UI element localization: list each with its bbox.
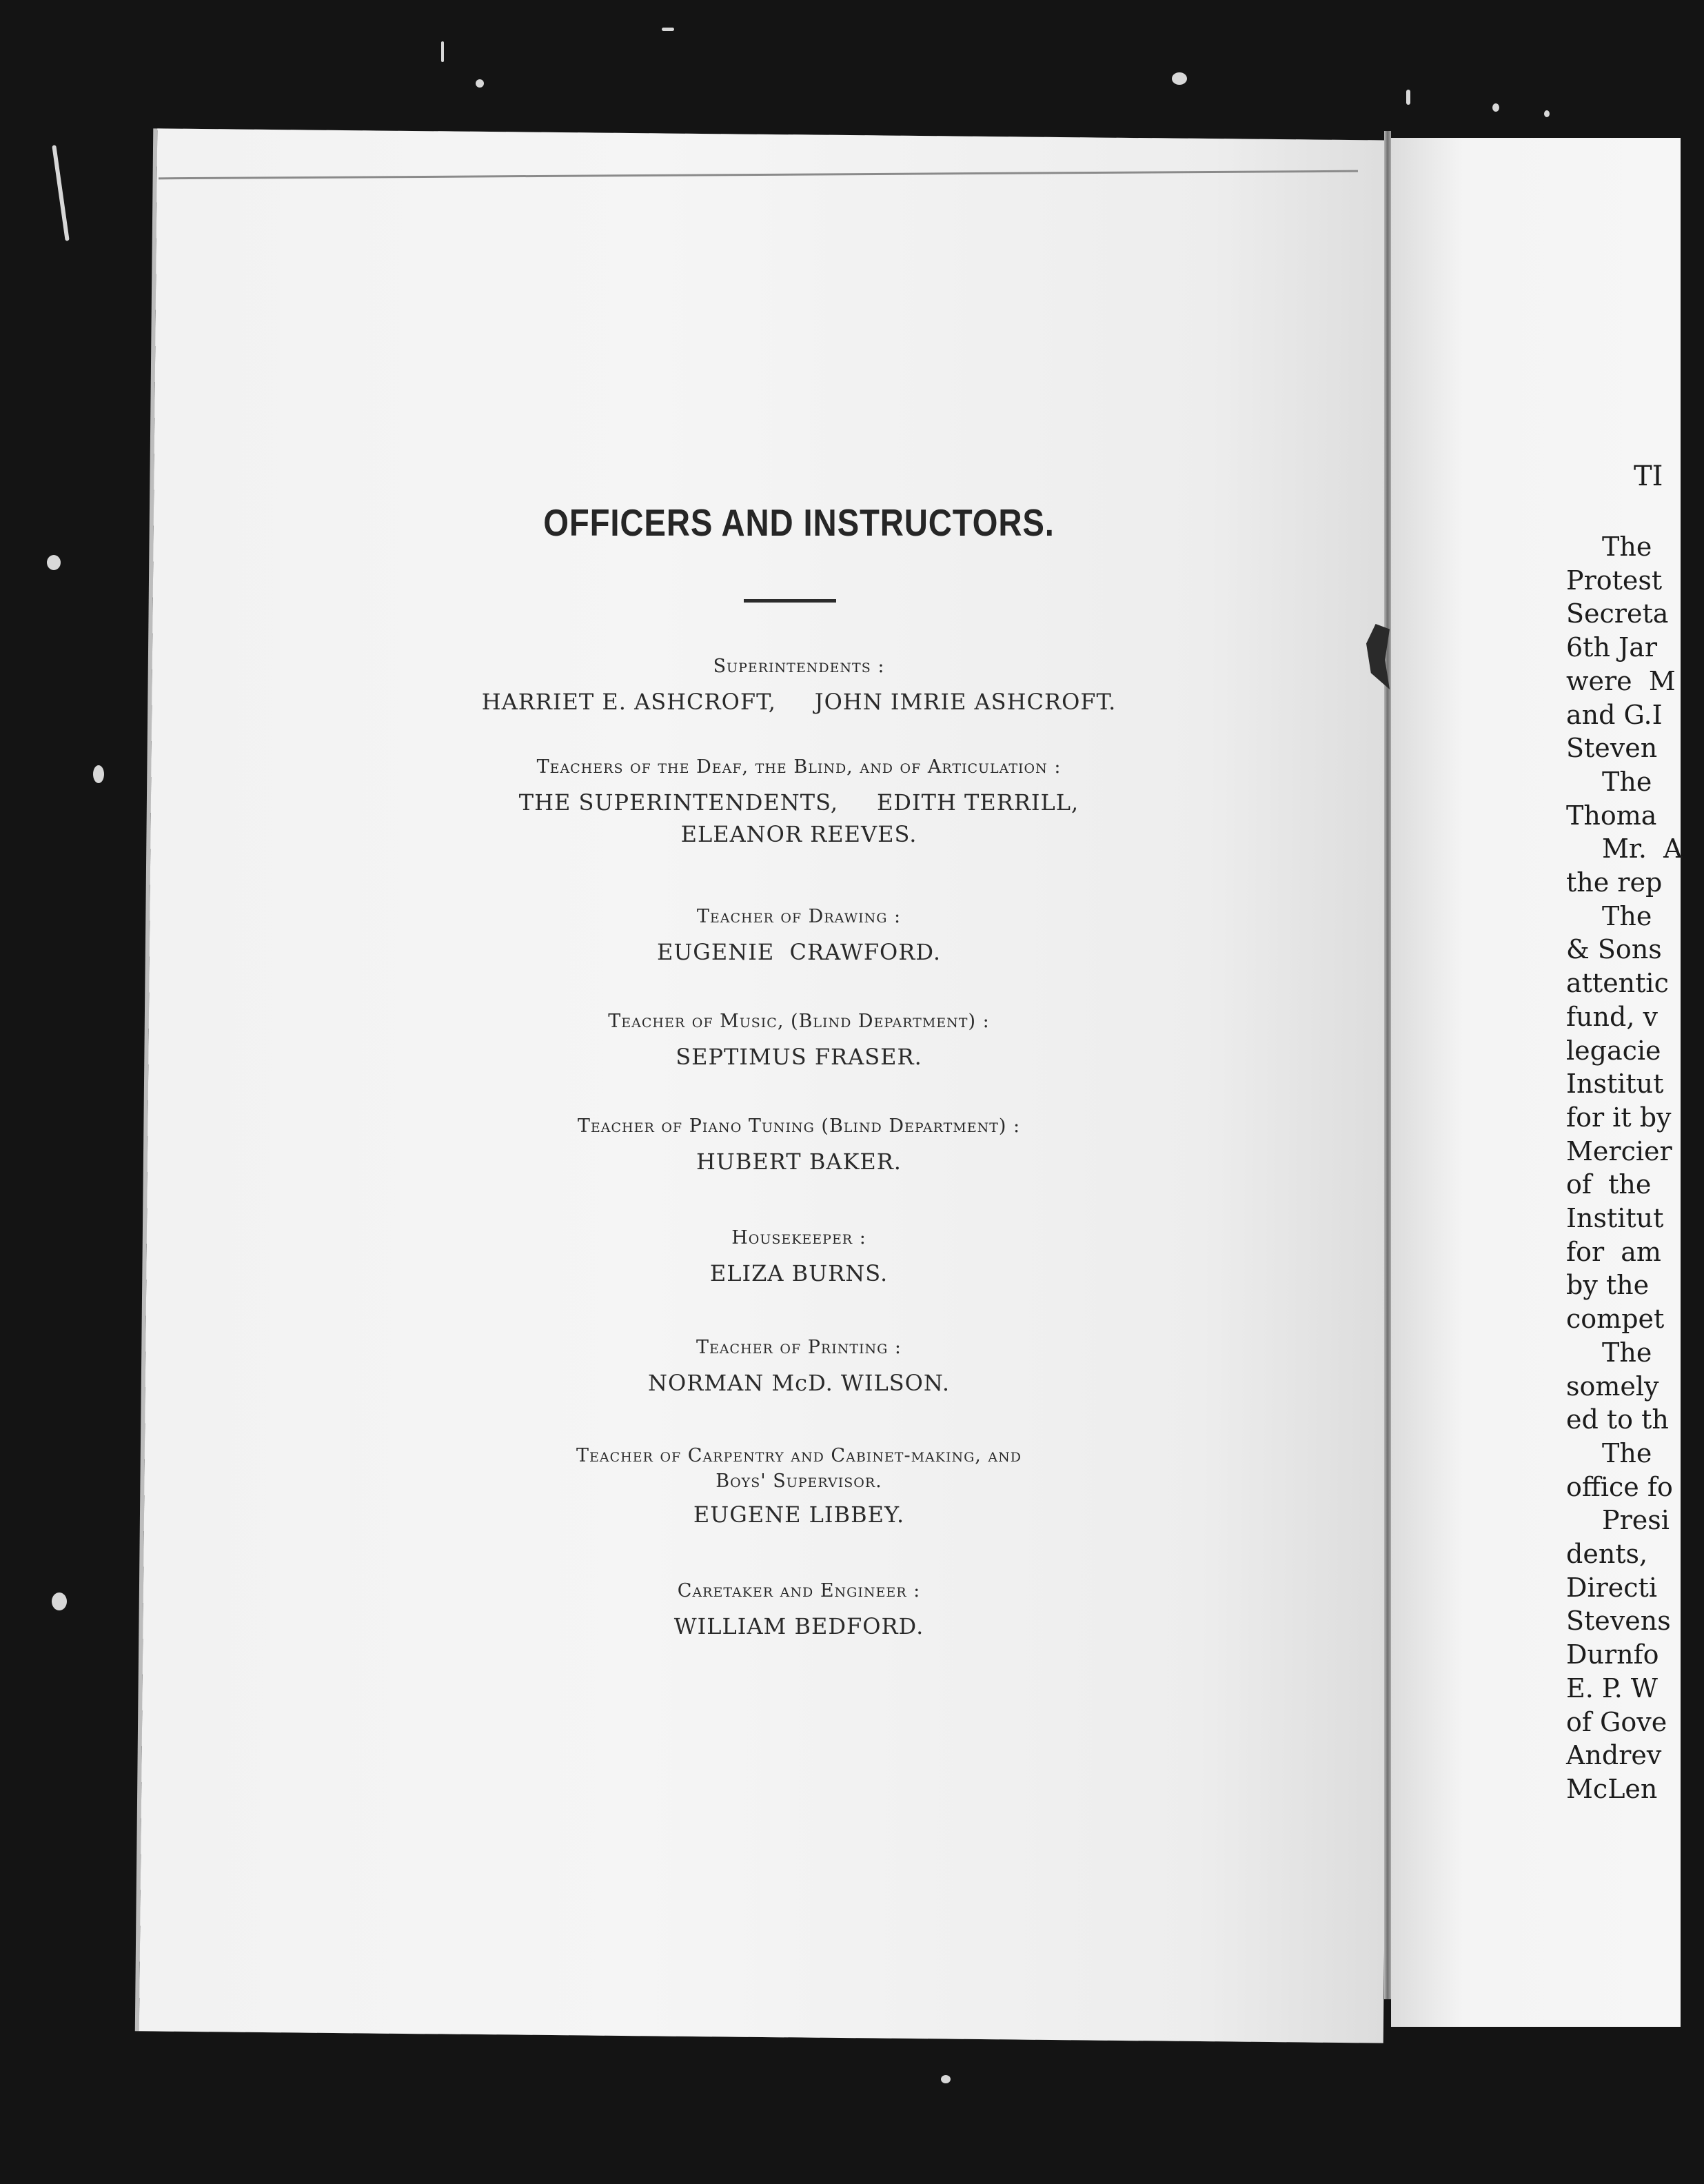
- right-page-line: Stevens: [1566, 1606, 1671, 1637]
- section-title: Housekeeper :: [731, 1227, 866, 1248]
- section-teacher-carpentry: [0, 1442, 1598, 1530]
- section-teacher-music: [0, 1008, 1598, 1073]
- dust-speck: [476, 79, 484, 88]
- section-title: Caretaker and Engineer :: [677, 1580, 921, 1601]
- right-page-line: somely: [1566, 1371, 1659, 1402]
- staff-names: THE SUPERINTENDENTS, EDITH TERRILL,: [518, 789, 1079, 816]
- right-page-line: by the: [1566, 1270, 1650, 1301]
- section-title: Superintendents :: [713, 656, 885, 677]
- right-page-line: Presi: [1602, 1505, 1670, 1536]
- staff-names: ELEANOR REEVES.: [680, 821, 917, 847]
- right-page-line: Durnfo: [1566, 1639, 1659, 1670]
- staff-names: HARRIET E. ASHCROFT, JOHN IMRIE ASHCROFT.: [481, 689, 1117, 715]
- right-page-line: The: [1602, 900, 1652, 931]
- right-page-line: McLen: [1566, 1773, 1658, 1804]
- right-page-line: ed to th: [1566, 1404, 1669, 1435]
- dust-speck: [1492, 103, 1499, 112]
- right-page-line: Protest: [1566, 565, 1663, 596]
- section-title: Teacher of Piano Tuning (Blind Department) :: [577, 1115, 1021, 1137]
- dust-speck: [47, 555, 61, 570]
- staff-names: HUBERT BAKER.: [696, 1149, 902, 1175]
- right-page-line: of Gove: [1566, 1706, 1667, 1737]
- right-page-line: 6th Jar: [1566, 632, 1658, 663]
- right-page-line: fund, v: [1566, 1001, 1658, 1032]
- section-teacher-drawing: [0, 903, 1598, 968]
- right-page-line: Steven: [1566, 733, 1658, 764]
- right-page-title-fragment: TI: [1634, 461, 1663, 492]
- right-page-line: The: [1602, 532, 1652, 562]
- right-page-line: Mercier: [1566, 1135, 1672, 1166]
- section-title: Teacher of Drawing :: [696, 906, 902, 927]
- right-page-line: Directi: [1566, 1572, 1657, 1603]
- right-page-line: Andrev: [1566, 1740, 1662, 1771]
- dust-speck: [1172, 72, 1187, 85]
- staff-names: EUGENE LIBBEY.: [693, 1502, 905, 1528]
- right-page-line: the rep: [1566, 867, 1663, 898]
- staff-names: WILLIAM BEDFORD.: [673, 1613, 924, 1639]
- dust-speck: [1406, 90, 1410, 105]
- right-page-line: Thoma: [1566, 800, 1657, 831]
- section-housekeeper: [0, 1224, 1598, 1289]
- dust-speck: [662, 28, 674, 31]
- right-page-line: and G.I: [1566, 699, 1663, 730]
- right-page-line: Institut: [1566, 1069, 1664, 1100]
- staff-names: ELIZA BURNS.: [709, 1260, 889, 1286]
- dust-speck: [52, 145, 69, 241]
- right-page-line: for it by: [1566, 1102, 1672, 1133]
- right-page-line: office fo: [1566, 1471, 1673, 1502]
- right-page-line: The: [1602, 1437, 1652, 1468]
- page-heading: OFFICERS AND INSTRUCTORS.: [543, 501, 1055, 544]
- right-page-line: of the: [1566, 1169, 1652, 1200]
- right-page-line: attentic: [1566, 968, 1669, 999]
- right-page-line: were M: [1566, 665, 1676, 696]
- dust-speck: [941, 2075, 951, 2083]
- section-title: Teacher of Carpentry and Cabinet-making, and: [576, 1445, 1022, 1466]
- section-title: Teachers of the Deaf, the Blind, and of Articulation :: [536, 756, 1062, 778]
- right-page-line: compet: [1566, 1304, 1665, 1335]
- right-page-line: legacie: [1566, 1035, 1661, 1066]
- right-page-line: The: [1602, 1337, 1652, 1368]
- right-page-line: for am: [1566, 1236, 1661, 1267]
- staff-names: NORMAN McD. WILSON.: [648, 1370, 950, 1396]
- right-page-line: Secreta: [1566, 598, 1669, 629]
- section-title: Teacher of Printing :: [696, 1337, 902, 1358]
- dust-speck: [1544, 110, 1550, 117]
- right-page-line: Institut: [1566, 1203, 1664, 1233]
- staff-names: EUGENIE CRAWFORD.: [656, 939, 942, 965]
- right-page-line: E. P. W: [1566, 1672, 1658, 1703]
- right-page-line: dents,: [1566, 1539, 1648, 1569]
- right-page-line: Mr. A: [1602, 833, 1683, 865]
- section-teachers-deaf-blind: [0, 754, 1598, 850]
- section-teacher-printing: [0, 1334, 1598, 1399]
- right-page-line: & Sons: [1566, 934, 1662, 965]
- section-subtitle: Boys' Supervisor.: [716, 1470, 882, 1492]
- section-title: Teacher of Music, (Blind Department) :: [608, 1011, 990, 1032]
- dust-speck: [441, 41, 444, 62]
- staff-names: SEPTIMUS FRASER.: [676, 1044, 922, 1070]
- section-teacher-piano-tuning: [0, 1113, 1598, 1177]
- left-page-paper: [139, 128, 1401, 2043]
- heading-rule: [744, 599, 836, 603]
- section-superintendents: [0, 653, 1598, 718]
- right-page-line: The: [1602, 766, 1652, 797]
- section-caretaker-engineer: [0, 1577, 1598, 1642]
